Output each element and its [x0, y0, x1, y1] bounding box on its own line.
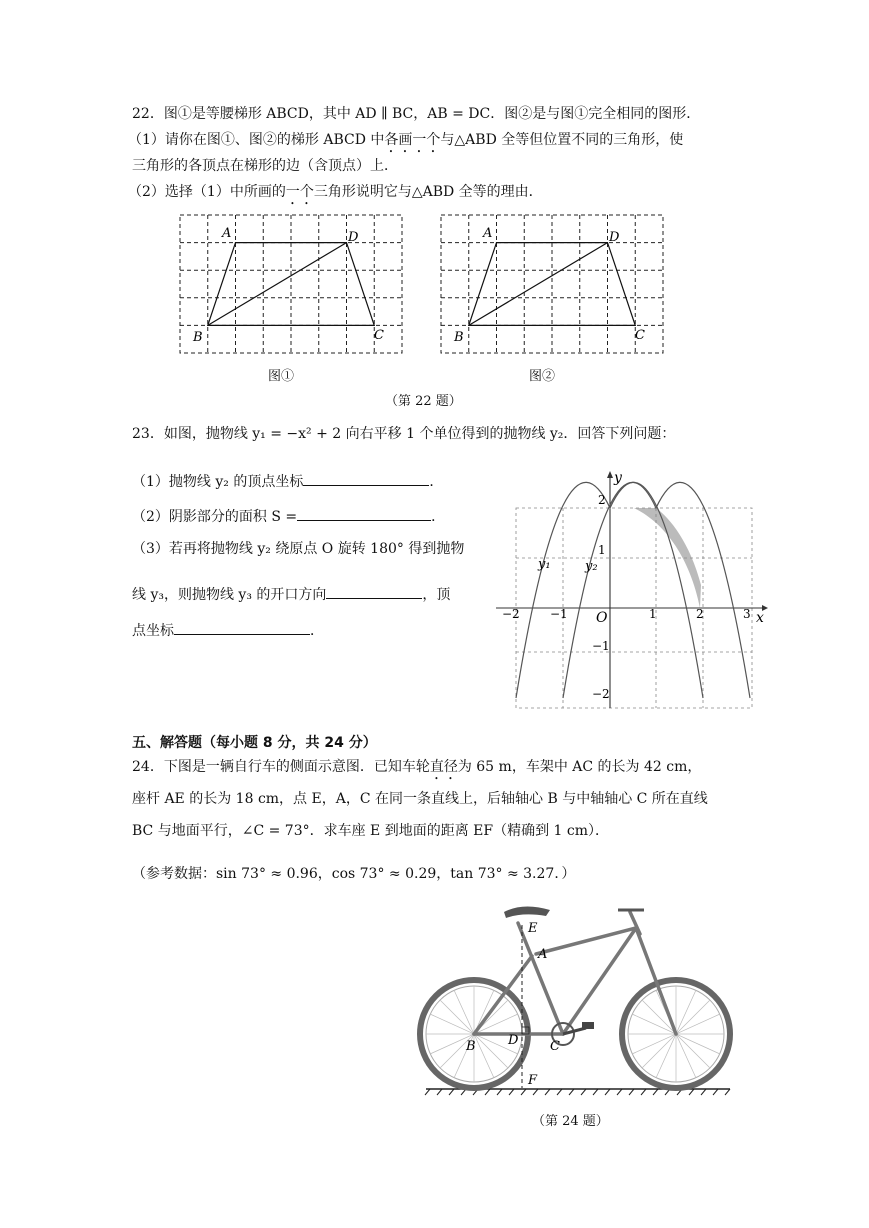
q24-reference-data: （参考数据：sin 73° ≈ 0.96，cos 73° ≈ 0.29，tan 73° ≈ 3.27．）: [132, 866, 576, 882]
q23-part4-end: ，顶: [422, 587, 451, 603]
q24-line1-start: 24．下图是一辆自行车的侧面示意图．已知车轮: [132, 759, 430, 775]
x-tick-neg2: −2: [502, 607, 520, 621]
q24-bicycle-figure: [418, 898, 738, 1098]
label-e: E: [528, 921, 538, 936]
q22-line2-emphasis: 各画一个: [384, 132, 441, 148]
x-tick-3: 3: [743, 607, 751, 621]
q23-part3: （3）若再将抛物线 y₂ 绕原点 O 旋转 180° 得到抛物: [132, 541, 465, 557]
label-d-2: D: [609, 230, 620, 245]
label-a-2: A: [483, 226, 493, 241]
q23-intro: 23．如图，抛物线 y₁ = −x² + 2 向右平移 1 个单位得到的抛物线 y₂．回答下列问题：: [132, 426, 676, 442]
curve-y2-label: y₂: [585, 559, 598, 574]
q23-part2-period: ．: [431, 509, 446, 525]
answer-blank-direction[interactable]: [326, 582, 422, 599]
q22-line4-start: （2）选择（1）中所画的: [128, 184, 286, 200]
trapezoid-abcd-2: [469, 243, 636, 326]
q23-part1-period: ．: [429, 474, 444, 490]
answer-blank-area[interactable]: [297, 504, 431, 521]
q22-figure-1: [180, 215, 405, 355]
q22-line2-start: （1）请你在图①、图②的梯形 ABCD 中: [128, 132, 385, 148]
q22-line3: 三角形的各顶点在梯形的边（含顶点）上．: [132, 158, 398, 174]
trapezoid-abcd-1: [208, 243, 375, 326]
label-d-1: D: [348, 230, 359, 245]
label-b-1: B: [193, 330, 203, 345]
x-tick-1: 1: [649, 607, 657, 621]
fig1-caption: 图①: [268, 369, 295, 384]
q24-caption: （第 24 题）: [532, 1114, 609, 1129]
q23-part5-period: ．: [310, 623, 324, 639]
x-tick-2: 2: [696, 607, 704, 621]
q24-line1-end: 为 65 m，车架中 AC 的长为 42 cm，: [457, 759, 702, 775]
diagonal-bd-2: [469, 243, 608, 326]
origin-label: O: [596, 610, 608, 626]
q22-line2: [128, 130, 683, 156]
label-c-1: C: [374, 328, 384, 343]
y-tick-neg2: −2: [592, 687, 610, 701]
label-c-2: C: [635, 328, 645, 343]
label-b-2: B: [454, 330, 464, 345]
label-a: A: [538, 947, 548, 962]
y-tick-2: 2: [598, 493, 606, 507]
pedal: [582, 1022, 594, 1029]
y-tick-neg1: −1: [592, 639, 610, 653]
q23-part1: [132, 469, 443, 492]
q22-line1: 22．图①是等腰梯形 ABCD，其中 AD ∥ BC，AB = DC．图②是与图①完全相同的图形．: [132, 106, 701, 122]
q22-caption: （第 22 题）: [385, 394, 462, 409]
q23-part2: [132, 504, 445, 527]
q24-line3: BC 与地面平行，∠C = 73°．求车座 E 到地面的距离 EF（精确到 1 cm）．: [132, 823, 610, 839]
q23-part4-text: 线 y₃，则抛物线 y₃ 的开口方向: [132, 587, 327, 603]
q23-part5: [132, 618, 324, 641]
label-a-1: A: [222, 226, 232, 241]
q23-part1-text: （1）抛物线 y₂ 的顶点坐标: [132, 474, 304, 490]
q22-line2-end: 与△ABD 全等但位置不同的三角形，使: [440, 132, 684, 148]
answer-blank-vertex[interactable]: [303, 469, 429, 486]
x-tick-neg1: −1: [550, 607, 568, 621]
answer-blank-vertex3[interactable]: [174, 618, 310, 635]
q22-figure-2: [441, 215, 666, 355]
label-f: F: [528, 1073, 538, 1088]
q23-part2-text: （2）阴影部分的面积 S =: [132, 509, 298, 525]
q23-part5-text: 点坐标: [132, 623, 174, 639]
q22-line4: [128, 182, 543, 208]
label-b: B: [466, 1039, 476, 1054]
q24-line1-emphasis: 直径: [429, 759, 458, 775]
y-axis-label: y: [614, 470, 622, 486]
q24-line1: [132, 757, 701, 783]
y-tick-1: 1: [598, 543, 606, 557]
q24-line2: 座杆 AE 的长为 18 cm，点 E，A，C 在同一条直线上，后轴轴心 B 与中轴轴心 C 所在直线: [132, 791, 708, 807]
q22-line4-end: 三角形说明它与△ABD 全等的理由．: [313, 184, 543, 200]
curve-y1-label: y₁: [538, 557, 551, 572]
q23-part4: [132, 582, 450, 605]
label-d: D: [508, 1033, 519, 1048]
y-axis-arrow-icon: [607, 471, 613, 478]
x-axis-label: x: [756, 610, 764, 626]
fig2-caption: 图②: [529, 369, 556, 384]
q23-parabola-graph: [490, 468, 770, 713]
q22-line4-emphasis: 一个: [285, 184, 314, 200]
section5-heading: 五、解答题（每小题 8 分，共 24 分）: [132, 735, 377, 751]
seat: [504, 906, 550, 918]
diagonal-bd-1: [208, 243, 347, 326]
label-c: C: [550, 1039, 560, 1054]
